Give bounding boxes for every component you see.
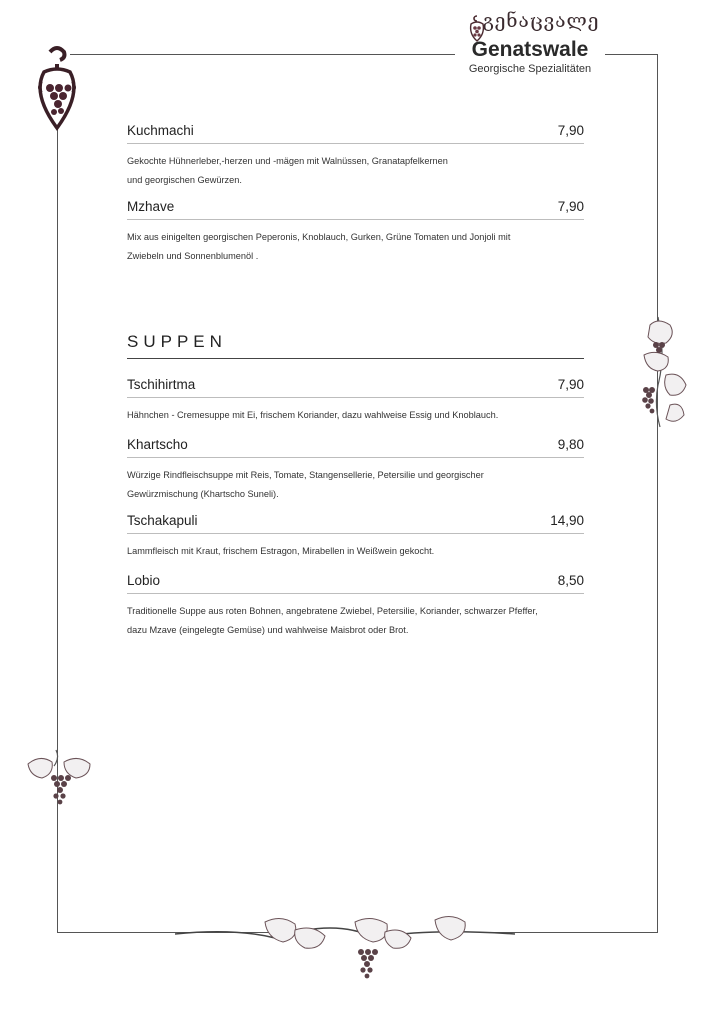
frame-left-line bbox=[57, 125, 58, 933]
menu-item-kuchmachi bbox=[127, 123, 584, 190]
item-name: Mzhave bbox=[127, 199, 175, 214]
grapevine-left-ornament bbox=[24, 748, 96, 810]
logo-title: Genatswale bbox=[471, 38, 589, 61]
grapevine-right-ornament bbox=[636, 315, 690, 430]
logo-georgian-script: გენაცვალე bbox=[482, 10, 600, 32]
item-description: Traditionelle Suppe aus roten Bohnen, angebratene Zwiebel, Petersilie, Koriander, schwarzer Pfeffer, dazu Mzave (eingelegte Gemüse) und wahlweise Maisbrot oder Brot. bbox=[127, 606, 538, 635]
item-description: Mix aus einigelten georgischen Peperonis, Knoblauch, Gurken, Grüne Tomaten und Jonjoli mit Zwiebeln und Sonnenblumenöl . bbox=[127, 232, 511, 261]
item-name: Khartscho bbox=[127, 437, 188, 452]
restaurant-logo bbox=[455, 6, 605, 94]
menu-item-mzhave bbox=[127, 199, 584, 266]
menu-item-tschakapuli bbox=[127, 513, 584, 561]
item-name: Tschihirtma bbox=[127, 377, 196, 392]
section-title-suppen: SUPPEN bbox=[127, 332, 584, 359]
item-price: 7,90 bbox=[557, 199, 584, 214]
item-name: Kuchmachi bbox=[127, 123, 194, 138]
item-price: 14,90 bbox=[550, 513, 584, 528]
item-price: 7,90 bbox=[557, 123, 584, 138]
item-description: Würzige Rindfleischsuppe mit Reis, Tomate, Stangensellerie, Petersilie und georgischer Gewürzmischung (Khartscho Suneli). bbox=[127, 470, 484, 499]
grape-jug-icon bbox=[467, 14, 487, 42]
frame-top-line bbox=[70, 54, 455, 55]
grapevine-bottom-ornament bbox=[175, 908, 515, 988]
wine-jug-icon bbox=[30, 42, 84, 132]
menu-item-tschihirtma bbox=[127, 377, 584, 425]
item-description: Lammfleisch mit Kraut, frischem Estragon, Mirabellen in Weißwein gekocht. bbox=[127, 546, 435, 556]
menu-item-khartscho bbox=[127, 437, 584, 504]
menu-item-lobio bbox=[127, 573, 584, 640]
item-price: 7,90 bbox=[557, 377, 584, 392]
frame-top-line-right bbox=[605, 54, 658, 55]
item-description: Gekochte Hühnerleber,-herzen und -mägen mit Walnüssen, Granatapfelkernen und georgischen Gewürzen. bbox=[127, 156, 448, 185]
item-price: 8,50 bbox=[557, 573, 584, 588]
item-price: 9,80 bbox=[557, 437, 584, 452]
item-name: Lobio bbox=[127, 573, 161, 588]
logo-subtitle: Georgische Spezialitäten bbox=[468, 63, 592, 75]
item-name: Tschakapuli bbox=[127, 513, 198, 528]
frame-right-line bbox=[657, 54, 658, 932]
item-description: Hähnchen - Cremesuppe mit Ei, frischem Koriander, dazu wahlweise Essig und Knoblauch. bbox=[127, 410, 499, 420]
